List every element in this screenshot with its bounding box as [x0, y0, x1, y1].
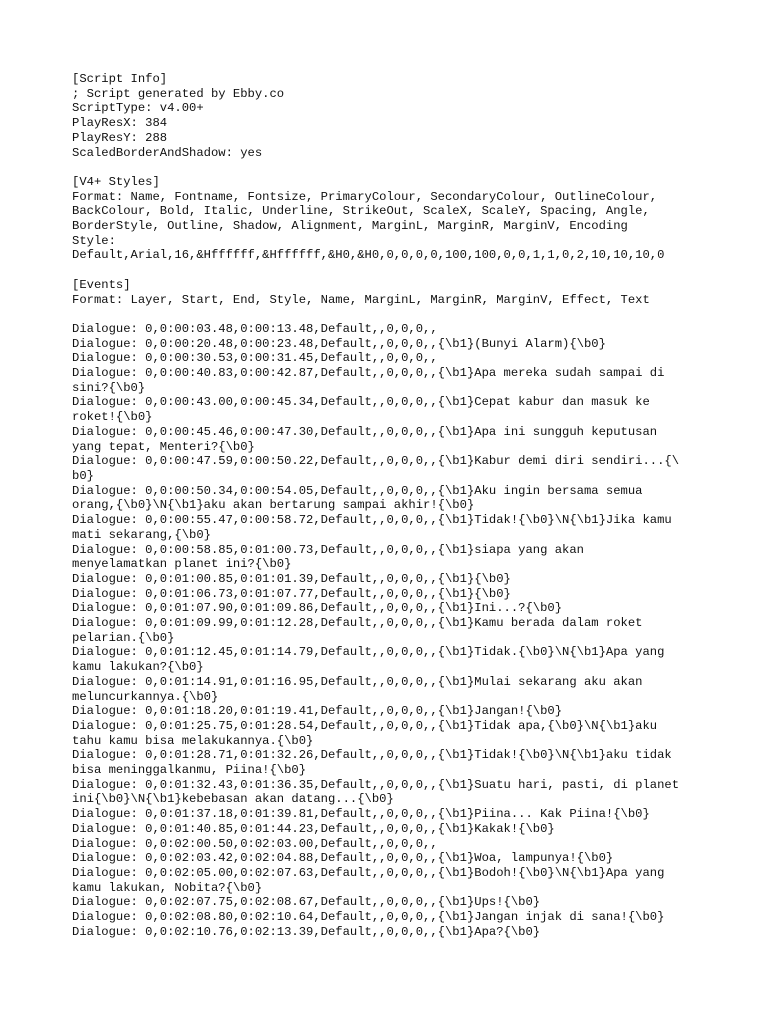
document-line: Dialogue: 0,0:00:20.48,0:00:23.48,Default,,0,0,0,,{\b1}(Bunyi Alarm){\b0}: [72, 336, 606, 351]
document-line: Dialogue: 0,0:01:28.71,0:01:32.26,Default,,0,0,0,,{\b1}Tidak!{\b0}\N{\b1}aku tidak: [72, 748, 672, 763]
document-text: [72, 72, 712, 939]
document-line: PlayResY: 288: [72, 130, 168, 145]
document-line: sini?{\b0}: [72, 380, 146, 395]
document-line: Dialogue: 0,0:00:45.46,0:00:47.30,Default,,0,0,0,,{\b1}Apa ini sungguh keputusan: [72, 424, 658, 439]
document-line: kamu lakukan?{\b0}: [72, 660, 204, 675]
document-line: Format: Layer, Start, End, Style, Name, MarginL, MarginR, MarginV, Effect, Text: [72, 292, 650, 307]
document-line: menyelamatkan planet ini?{\b0}: [72, 557, 292, 572]
document-line: Dialogue: 0,0:00:40.83,0:00:42.87,Default,,0,0,0,,{\b1}Apa mereka sudah sampai di: [72, 366, 665, 381]
document-line: [72, 160, 712, 175]
document-line: [Events]: [72, 277, 131, 292]
document-line: Dialogue: 0,0:01:40.85,0:01:44.23,Default,,0,0,0,,{\b1}Kakak!{\b0}: [72, 821, 555, 836]
document-line: Dialogue: 0,0:01:12.45,0:01:14.79,Default,,0,0,0,,{\b1}Tidak.{\b0}\N{\b1}Apa yang: [72, 645, 665, 660]
document-line: kamu lakukan, Nobita?{\b0}: [72, 880, 263, 895]
document-line: Dialogue: 0,0:00:30.53,0:00:31.45,Default,,0,0,0,,: [72, 351, 438, 366]
document-line: ini{\b0}\N{\b1}kebebasan akan datang...{\b0}: [72, 792, 394, 807]
document-line: ; Script generated by Ebby.co: [72, 86, 285, 101]
document-line: ScriptType: v4.00+: [72, 101, 204, 116]
document-line: Dialogue: 0,0:00:43.00,0:00:45.34,Default,,0,0,0,,{\b1}Cepat kabur dan masuk ke: [72, 395, 650, 410]
document-line: BorderStyle, Outline, Shadow, Alignment, MarginL, MarginR, MarginV, Encoding: [72, 219, 628, 234]
document-line: Dialogue: 0,0:01:18.20,0:01:19.41,Default,,0,0,0,,{\b1}Jangan!{\b0}: [72, 704, 563, 719]
document-line: Dialogue: 0,0:01:14.91,0:01:16.95,Default,,0,0,0,,{\b1}Mulai sekarang aku akan: [72, 674, 643, 689]
document-line: Dialogue: 0,0:00:58.85,0:01:00.73,Default,,0,0,0,,{\b1}siapa yang akan: [72, 542, 584, 557]
document-line: Dialogue: 0,0:00:50.34,0:00:54.05,Default,,0,0,0,,{\b1}Aku ingin bersama semua: [72, 483, 643, 498]
document-line: tahu kamu bisa melakukannya.{\b0}: [72, 733, 314, 748]
document-line: Dialogue: 0,0:01:09.99,0:01:12.28,Default,,0,0,0,,{\b1}Kamu berada dalam roket: [72, 616, 643, 631]
document-line: Dialogue: 0,0:01:06.73,0:01:07.77,Default,,0,0,0,,{\b1}{\b0}: [72, 586, 511, 601]
document-line: Dialogue: 0,0:00:47.59,0:00:50.22,Default,,0,0,0,,{\b1}Kabur demi diri sendiri...{\: [72, 454, 680, 469]
document-line: PlayResX: 384: [72, 116, 168, 131]
document-line: Dialogue: 0,0:02:00.50,0:02:03.00,Default,,0,0,0,,: [72, 836, 438, 851]
document-line: orang,{\b0}\N{\b1}aku akan bertarung sampai akhir!{\b0}: [72, 498, 475, 513]
document-line: [72, 307, 712, 322]
document-line: meluncurkannya.{\b0}: [72, 689, 219, 704]
document-line: b0}: [72, 468, 94, 483]
document-line: Style:: [72, 233, 116, 248]
document-line: [72, 263, 712, 278]
document-line: Dialogue: 0,0:02:07.75,0:02:08.67,Default,,0,0,0,,{\b1}Ups!{\b0}: [72, 895, 541, 910]
document-line: roket!{\b0}: [72, 410, 153, 425]
document-line: Dialogue: 0,0:02:10.76,0:02:13.39,Default,,0,0,0,,{\b1}Apa?{\b0}: [72, 924, 541, 939]
document-line: bisa meninggalkanmu, Piina!{\b0}: [72, 763, 307, 778]
document-line: ScaledBorderAndShadow: yes: [72, 145, 263, 160]
document-line: Dialogue: 0,0:00:03.48,0:00:13.48,Default,,0,0,0,,: [72, 321, 438, 336]
document-line: Dialogue: 0,0:02:08.80,0:02:10.64,Default,,0,0,0,,{\b1}Jangan injak di sana!{\b0}: [72, 910, 665, 925]
document-line: Dialogue: 0,0:02:05.00,0:02:07.63,Default,,0,0,0,,{\b1}Bodoh!{\b0}\N{\b1}Apa yang: [72, 865, 665, 880]
document-line: Dialogue: 0,0:02:03.42,0:02:04.88,Default,,0,0,0,,{\b1}Woa, lampunya!{\b0}: [72, 851, 614, 866]
document-line: BackColour, Bold, Italic, Underline, StrikeOut, ScaleX, ScaleY, Spacing, Angle,: [72, 204, 650, 219]
document-line: Dialogue: 0,0:01:37.18,0:01:39.81,Default,,0,0,0,,{\b1}Piina... Kak Piina!{\b0}: [72, 807, 650, 822]
document-line: [V4+ Styles]: [72, 174, 160, 189]
document-line: Format: Name, Fontname, Fontsize, PrimaryColour, SecondaryColour, OutlineColour,: [72, 189, 658, 204]
document-line: pelarian.{\b0}: [72, 630, 175, 645]
document-line: [Script Info]: [72, 72, 168, 86]
document-line: yang tepat, Menteri?{\b0}: [72, 439, 255, 454]
document-line: Dialogue: 0,0:01:07.90,0:01:09.86,Default,,0,0,0,,{\b1}Ini...?{\b0}: [72, 601, 563, 616]
document-line: Dialogue: 0,0:01:32.43,0:01:36.35,Default,,0,0,0,,{\b1}Suatu hari, pasti, di planet: [72, 777, 680, 792]
document-line: Dialogue: 0,0:00:55.47,0:00:58.72,Default,,0,0,0,,{\b1}Tidak!{\b0}\N{\b1}Jika kamu: [72, 513, 672, 528]
document-line: Dialogue: 0,0:01:00.85,0:01:01.39,Default,,0,0,0,,{\b1}{\b0}: [72, 571, 511, 586]
document-line: Default,Arial,16,&Hffffff,&Hffffff,&H0,&H0,0,0,0,0,100,100,0,0,1,1,0,2,10,10,10,0: [72, 248, 665, 263]
document-line: mati sekarang,{\b0}: [72, 527, 211, 542]
document-line: Dialogue: 0,0:01:25.75,0:01:28.54,Default,,0,0,0,,{\b1}Tidak apa,{\b0}\N{\b1}aku: [72, 718, 658, 733]
